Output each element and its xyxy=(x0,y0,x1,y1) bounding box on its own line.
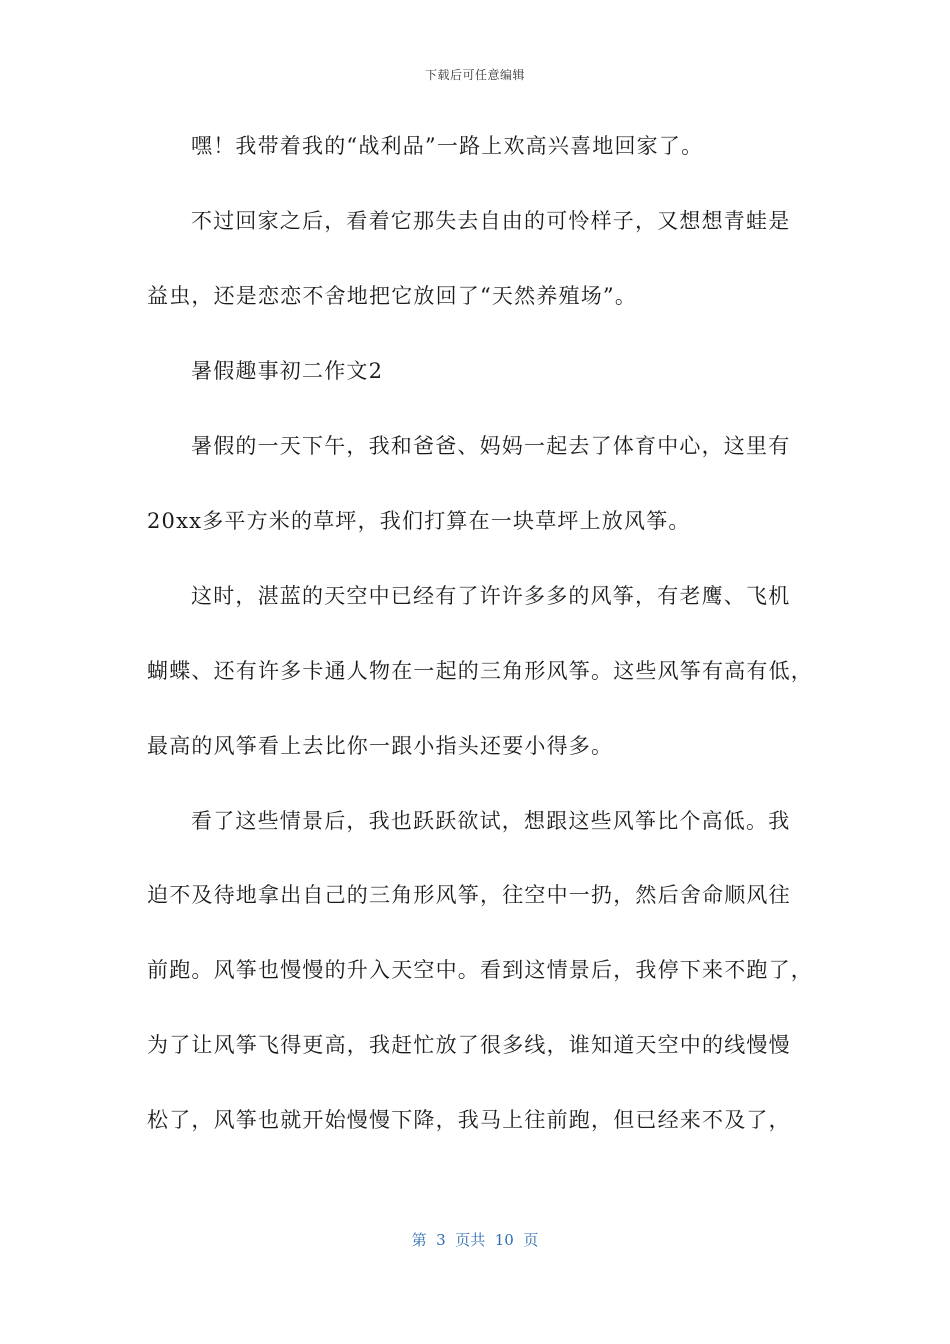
body-line: 松了，风筝也就开始慢慢下降，我马上往前跑，但已经来不及了， xyxy=(147,1108,791,1132)
body-line: 益虫，还是恋恋不舍地把它放回了“天然养殖场”。 xyxy=(147,284,638,308)
body-line: 这时，湛蓝的天空中已经有了许许多多的风筝，有老鹰、飞机 xyxy=(191,584,791,608)
body-line: 看了这些情景后，我也跃跃欲试，想跟这些风筝比个高低。我 xyxy=(191,809,791,833)
body-line: 嘿！我带着我的“战利品”一路上欢高兴喜地回家了。 xyxy=(191,134,704,158)
body-line: 前跑。风筝也慢慢的升入天空中。看到这情景后，我停下来不跑了， xyxy=(147,958,813,982)
body-line: 迫不及待地拿出自己的三角形风筝，往空中一扔，然后舍命顺风往 xyxy=(147,883,791,907)
body-line: 暑假的一天下午，我和爸爸、妈妈一起去了体育中心，这里有 xyxy=(191,434,791,458)
section-heading: 暑假趣事初二作文2 xyxy=(191,359,384,383)
header-note: 下载后可任意编辑 xyxy=(424,68,525,82)
body-line: 不过回家之后，看着它那失去自由的可怜样子，又想想青蛙是 xyxy=(191,209,791,233)
body-line: 为了让风筝飞得更高，我赶忙放了很多线，谁知道天空中的线慢慢 xyxy=(147,1033,791,1057)
body-line: 蝴蝶、还有许多卡通人物在一起的三角形风筝。这些风筝有高有低， xyxy=(147,659,813,683)
body-line: 最高的风筝看上去比你一跟小指头还要小得多。 xyxy=(147,734,614,758)
body-line: 20xx多平方米的草坪，我们打算在一块草坪上放风筝。 xyxy=(147,509,691,533)
page-number-footer: 第 3 页共 10 页 xyxy=(411,1231,539,1249)
